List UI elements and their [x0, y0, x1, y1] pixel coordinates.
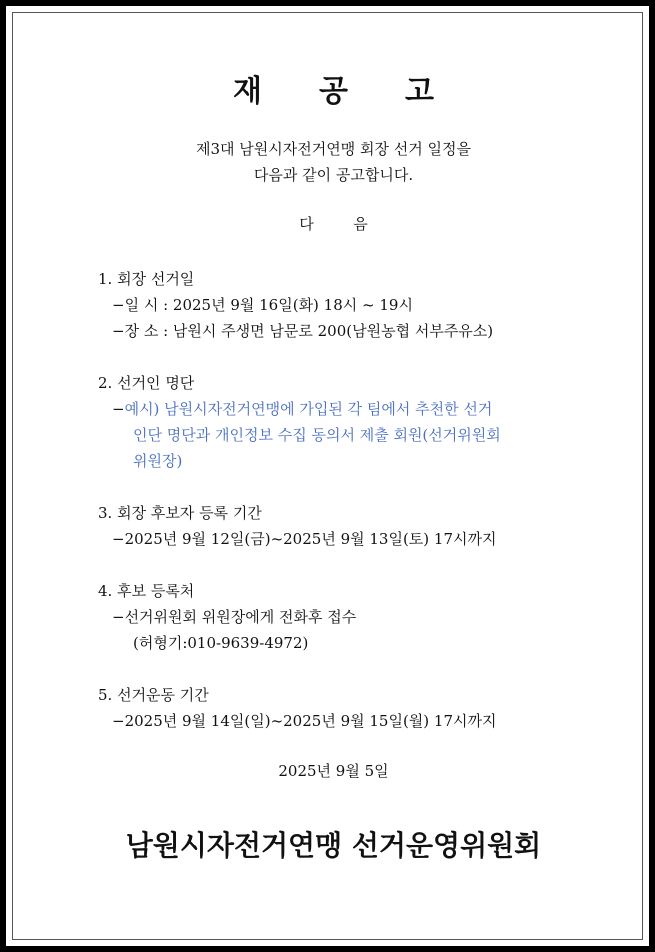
- section-2-dash: −: [112, 400, 125, 418]
- intro-line-1: 제3대 남원시자전거연맹 회장 선거 일정을: [196, 140, 471, 158]
- intro-line-2: 다음과 같이 공고합니다.: [253, 166, 414, 184]
- following-heading: [6, 213, 655, 234]
- section-2-title: 2. 선거인 명단: [98, 374, 195, 392]
- section-1-location: −장 소 : 남원시 주생면 남문로 200(남원농협 서부주유소): [112, 322, 494, 340]
- section-5-period: −2025년 9월 14일(일)~2025년 9월 15일(월) 17시까지: [112, 712, 497, 730]
- notice-date: 2025년 9월 5일: [278, 762, 389, 780]
- section-4-place: −선거위원회 위원장에게 전화후 접수: [112, 608, 357, 626]
- section-3-period: −2025년 9월 12일(금)~2025년 9월 13일(토) 17시까지: [112, 530, 497, 548]
- section-1-title: 1. 회장 선거일: [98, 270, 195, 288]
- section-1-datetime: −일 시 : 2025년 9월 16일(화) 18시 ~ 19시: [112, 296, 413, 314]
- section-2-line-2: 인단 명단과 개인정보 수집 동의서 제출 회원(선거위원회: [133, 426, 501, 444]
- organization-name: 남원시자전거연맹 선거운영위원회: [125, 829, 542, 862]
- section-2-line-3: 위원장): [133, 452, 183, 470]
- section-2-example-1: 예시) 남원시자전거연맹에 가입된 각 팀에서 추천한 선거: [124, 400, 493, 418]
- heading-char-1: 다: [299, 215, 314, 233]
- section-5-title: 5. 선거운동 기간: [98, 686, 209, 704]
- section-2-line-1: [112, 398, 492, 419]
- title-char-3: 고: [405, 74, 434, 109]
- section-4-contact: (허형기:010-9639-4972): [133, 634, 309, 652]
- title-char-2: 공: [319, 74, 348, 109]
- section-3-title: 3. 회장 후보자 등록 기간: [98, 504, 262, 522]
- title-char-1: 재: [233, 74, 262, 109]
- notice-title: [6, 66, 655, 110]
- heading-char-2: 음: [353, 215, 368, 233]
- section-4-title: 4. 후보 등록처: [98, 582, 195, 600]
